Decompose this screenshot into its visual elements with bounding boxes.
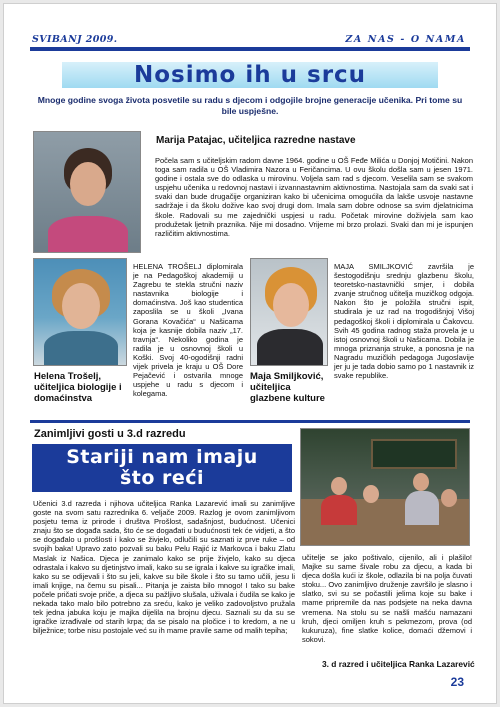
photo-figure-body: [257, 329, 323, 366]
profile1-name: Marija Patajac, učiteljica razredne nastave: [156, 135, 356, 146]
profile2-caption: Helena Trošelj, učiteljica biologije i domaćinstva: [34, 371, 122, 404]
photo-person-head: [363, 485, 379, 503]
article2-title-box: [32, 444, 292, 492]
photo-person-body: [321, 495, 357, 525]
photo-person-body: [405, 491, 439, 525]
photo-figure-body: [48, 216, 128, 253]
profile1-text: Počela sam s učiteljskim radom davne 1964. godine u OŠ Feđe Milića u Donjoj Motičini. Nakon toga sam radila u OŠ Vladimira Nazora u Feričancima. U ovu školu došla sam u jesen 1971. godine i ostala sve do odlaska u mirovinu. Voljela sam rad s djecom. Veselila sam se svakom uspjehu učenika u redovnoj nastavi i izvannastavnim aktivnostima. Nastojala sam da svaki sat i svaki dan bude drugačije organiziran kako bi učenicima omogućila da lakše usvoje nastavne sadržaje i da školu dožive kao svoj drugi dom. Imala sam dobre odnose sa svim djelatnicima škole. Radovali su me zajednički uspjesi u radu. Početak mirovine doživjela sam kao produžetak ljetnih praznika. Nije mi dosadno. Vrijeme mi brzo prolazi. Svaki dan mi je ispunjen različitim aktivnostima.: [155, 156, 473, 238]
photo-figure-face: [62, 283, 100, 329]
photo-blackboard: [371, 439, 457, 469]
article2-title-line1: Stariji nam imaju: [66, 446, 258, 468]
article2-signature: 3. d razred i učiteljica Ranka Lazarević: [322, 659, 475, 669]
photo-figure-body: [44, 331, 118, 366]
section-divider: [30, 420, 470, 423]
profile3-caption: Maja Smiljković, učiteljica glazbene kulture: [250, 371, 325, 404]
photo-maja-smiljkovic: [250, 258, 328, 366]
article2-text-right: učitelje se jako poštivalo, cijenilo, ali i plašilo! Majke su same šivale robu za djecu, a kada bi djeca došla kući iz škole, odlazila bi na polja čuvati stoku... Ovo zanimljivo druženje završilo je slasno i slatko, svi su se počastili jelima koje su bake i mame pripremile da nas podsjete na neka davna vremena. Na stolu su se našli mašću namazani kruh, djeci omiljen kruh s pekmezom, prova (od kukuruza), fine slatke kolice, domaći džemovi i sokovi.: [302, 553, 472, 644]
article2-title-line2: što reći: [119, 467, 205, 489]
photo-classroom: [300, 428, 470, 546]
magazine-page: [3, 3, 497, 704]
issue-date: SVIBANJ 2009.: [32, 34, 118, 45]
article2-text-left: Učenici 3.d razreda i njihova učiteljica Ranka Lazarević imali su zanimljive goste na svom satu razrednika 6. veljače 2009. Razlog je ovom zanimljivom posjetu tema iz prirode i društva Prošlost, sadašnjost, budućnost. Učenici znaju što se događa sada, što će se događati u budućnosti tek će vidjeti, a što se događalo u prošlosti i kako se živjelo, odlučili su saznati iz prve ruke – od svojih baka! Upravo zato pozvali su baku Pelu Rajić iz Markovca i baku Zlatu Maslak iz Našica. Djeca je zanimalo kako se prije živjelo, kako su djeca odrastala i kakvo su djetinjstvo imali, kako su se igrala i kakve su igračke imali, kako su se odijevali i što su jeli, kakve su bile škole i što su tamo učili, jesu li imali knjige, na čemu su pisali... Pitanja je zaista bilo mnogo! I tako su bake počele pričati svoje priče, a djeca su pažljivo slušala, uživala i čudila se kako je nekada tako malo bilo potrebno za sreću, kako je veliko zadovoljstvo pružala tek jedna jabuka koju je majka dijelila na brojnu djecu. Saznali su da su se igračke izrađivale od starih krpa; da se pisalo na pločice i to kredom, a ne u bilježnice; torbe nisu postojale već su ih mame pravile same od malih tepiha;: [33, 499, 295, 636]
page-number: 23: [450, 675, 464, 689]
section-title: ZA NAS - O NAMA: [345, 34, 466, 45]
article1-title: Nosimo ih u srcu: [133, 62, 367, 88]
photo-marija-patajac: [33, 131, 141, 253]
photo-person-head: [413, 473, 429, 491]
photo-person-head: [331, 477, 347, 495]
article1-lead: Mnoge godine svoga života posvetile su radu s djecom i odgojile brojne generacije učenika. Pri tome su bile uspješne.: [37, 95, 463, 116]
article1-title-band: [62, 62, 438, 88]
profile2-text: HELENA TROŠELJ diplomirala je na Pedagoškoj akademiji u Zagrebu te stekla stručni naziv nastavnika biologije i domaćinstva. Još kao studentica zaposlila se u školi „Ivana Gorana Kovačića“ u Našicama koja je kasnije dobila naziv „17. travnja“. Nekoliko godina je radila je u osnovnoj školi u Koški. Svoj 40-ogodišnji radni vijek privela je kraju u OŠ Dore Pejačević i ostvarila mnoge uspjehe u radu s djecom i kolegama.: [133, 262, 243, 399]
photo-person-head: [441, 489, 457, 507]
article2-kicker: Zanimljivi gosti u 3.d razredu: [34, 428, 186, 440]
header-rule: [30, 47, 470, 51]
photo-figure-face: [70, 162, 106, 206]
photo-helena-troselj: [33, 258, 127, 366]
photo-figure-face: [273, 283, 309, 327]
profile3-text: MAJA SMILJKOVIĆ završila je šestogodišnju srednju glazbenu školu, teoretsko-nastavnički smjer, i dobila zvanje stručnog učitelja muzičkog odgoja. Nakon što je položila stručni ispit, studirala je uz rad na trogodišnjoj Višoj pedagoškoj školi i diplomirala u Čakovcu. Svih 45 godina radnog staža provela je u istoj osnovnoj školi u Našicama. Dobila je mnoga priznanja struke, a ponosna je na Nagradu muzičkih pedagoga Jugoslavije jer ju je tada dobio samo po 1 nastavnik iz svake republike.: [334, 262, 474, 381]
